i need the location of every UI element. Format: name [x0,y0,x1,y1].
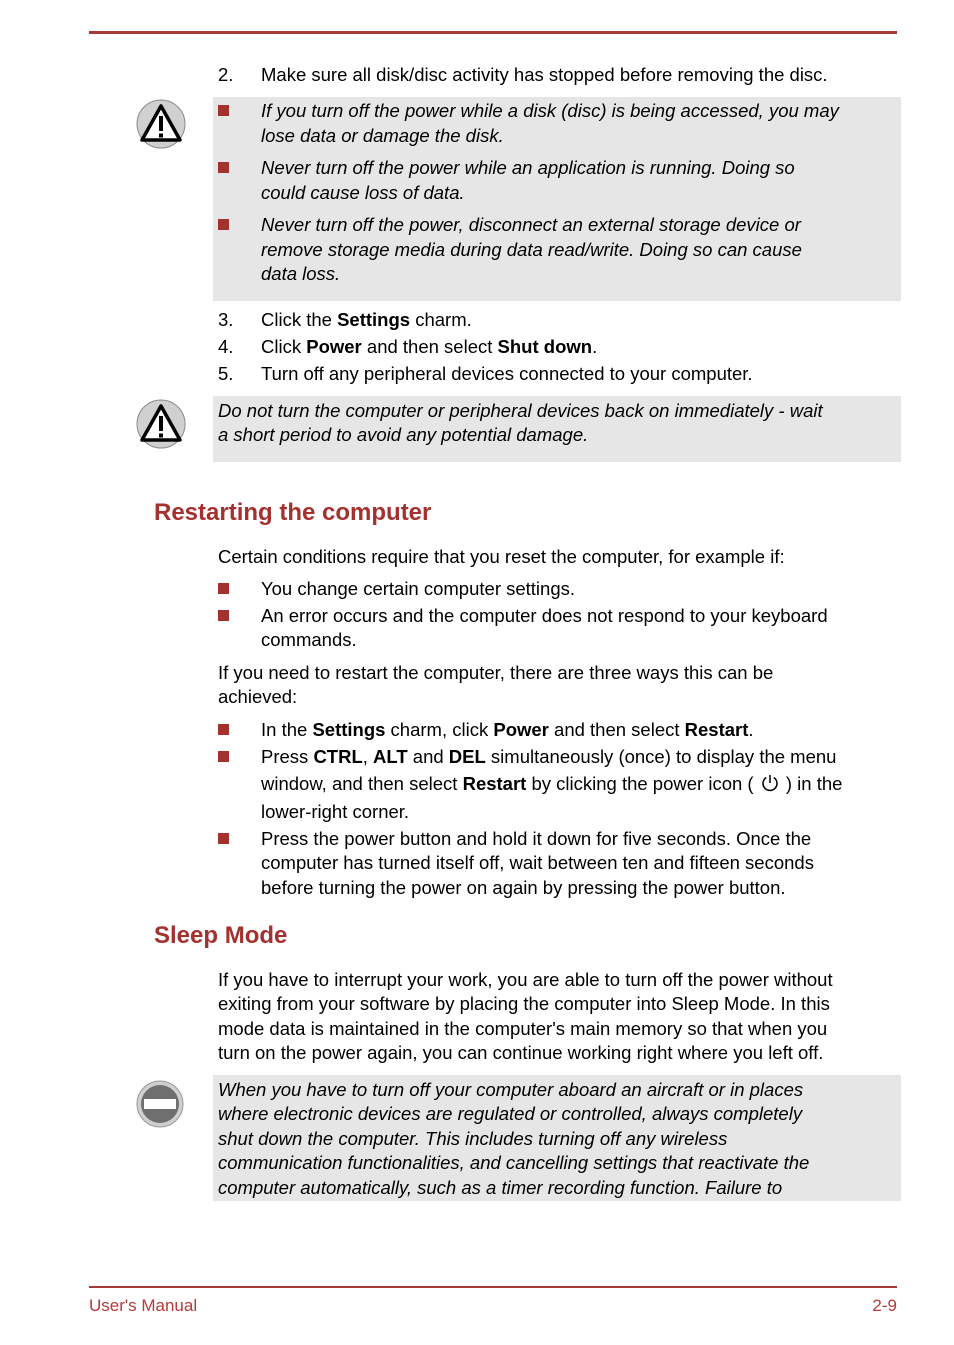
warning-triangle-icon [136,399,186,449]
text-part: by clicking the power icon ( [526,773,759,794]
list-item [261,718,754,743]
ui-term: Settings [312,719,386,740]
step-text: Turn off any peripheral devices connected to your computer. [261,363,753,384]
bullet [218,162,229,173]
list-item: computer has turned itself off, wait between ten and fifteen seconds [261,852,814,873]
paragraph: mode data is maintained in the computer's main memory so that when you [218,1018,828,1039]
list-item: Press the power button and hold it down for five seconds. Once the [261,828,812,849]
warning-text: Never turn off the power, disconnect an external storage device or [261,214,801,235]
page-number: 2-9 [872,1296,897,1315]
step-text [261,308,472,333]
text-part: ) in the [780,773,843,794]
text-part: and then select [548,719,685,740]
warning-text: remove storage media during data read/write. Doing so can cause [261,239,802,260]
step-number: 4. [218,336,234,357]
note-text: shut down the computer. This includes turning off any wireless [218,1128,728,1149]
ui-term: Power [306,336,362,357]
bullet [218,724,229,735]
section-heading: Restarting the computer [154,499,432,526]
footer-rule [89,1286,897,1288]
step-text: Make sure all disk/disc activity has stopped before removing the disc. [261,64,828,85]
paragraph: turn on the power again, you can continue working right where you left off. [218,1042,824,1063]
step-text-part: Click the [261,309,338,330]
paragraph: Certain conditions require that you reset the computer, for example if: [218,546,785,567]
note-text: computer automatically, such as a timer recording function. Failure to [218,1177,783,1198]
top-rule [89,31,897,34]
list-item: You change certain computer settings. [261,578,576,599]
list-item [261,745,836,770]
warning-text: a short period to avoid any potential damage. [218,424,589,445]
bullet [218,751,229,762]
paragraph: If you need to restart the computer, there are three ways this can be [218,662,774,683]
ui-term: Restart [462,773,527,794]
warning-text: data loss. [261,263,341,284]
prohibited-icon [136,1080,184,1128]
text-part: charm, click [385,719,494,740]
ui-term: Shut down [497,336,593,357]
text-part: simultaneously (once) to display the menu [485,746,837,767]
ui-term: Settings [337,309,411,330]
bullet [218,610,229,621]
warning-triangle-icon [136,99,186,149]
text-part: . [748,719,754,740]
text-part: , [362,746,374,767]
warning-text: Never turn off the power while an application is running. Doing so [261,157,795,178]
text-part: Press [261,746,314,767]
ui-term: Restart [684,719,749,740]
step-number: 3. [218,309,234,330]
bullet [218,105,229,116]
step-text [261,335,597,360]
warning-text: If you turn off the power while a disk (disc) is being accessed, you may [261,100,839,121]
list-item: before turning the power on again by pressing the power button. [261,877,786,898]
section-heading: Sleep Mode [154,922,288,949]
step-text-part: . [592,336,598,357]
paragraph: achieved: [218,686,298,707]
step-text-part: Click [261,336,307,357]
step-number: 2. [218,64,234,85]
power-icon [760,773,780,793]
note-text: When you have to turn off your computer aboard an aircraft or in places [218,1079,804,1100]
ui-term: Power [493,719,549,740]
bullet [218,219,229,230]
step-text-part: and then select [361,336,498,357]
key-name: CTRL [313,746,363,767]
step-number: 5. [218,363,234,384]
warning-text: could cause loss of data. [261,182,465,203]
paragraph: exiting from your software by placing the computer into Sleep Mode. In this [218,993,830,1014]
paragraph: If you have to interrupt your work, you are able to turn off the power without [218,969,833,990]
warning-text: Do not turn the computer or peripheral devices back on immediately - wait [218,400,823,421]
list-item: lower-right corner. [261,801,410,822]
key-name: DEL [448,746,486,767]
footer-title: User's Manual [89,1296,198,1315]
text-part: In the [261,719,313,740]
key-name: ALT [373,746,408,767]
list-item [261,772,842,797]
step-text-part: charm. [410,309,472,330]
list-item: commands. [261,629,357,650]
warning-text: lose data or damage the disk. [261,125,504,146]
note-text: where electronic devices are regulated or controlled, always completely [218,1103,803,1124]
text-part: and [407,746,449,767]
note-text: communication functionalities, and cancelling settings that reactivate the [218,1152,810,1173]
bullet [218,833,229,844]
bullet [218,583,229,594]
list-item: An error occurs and the computer does not respond to your keyboard [261,605,828,626]
text-part: window, and then select [261,773,463,794]
